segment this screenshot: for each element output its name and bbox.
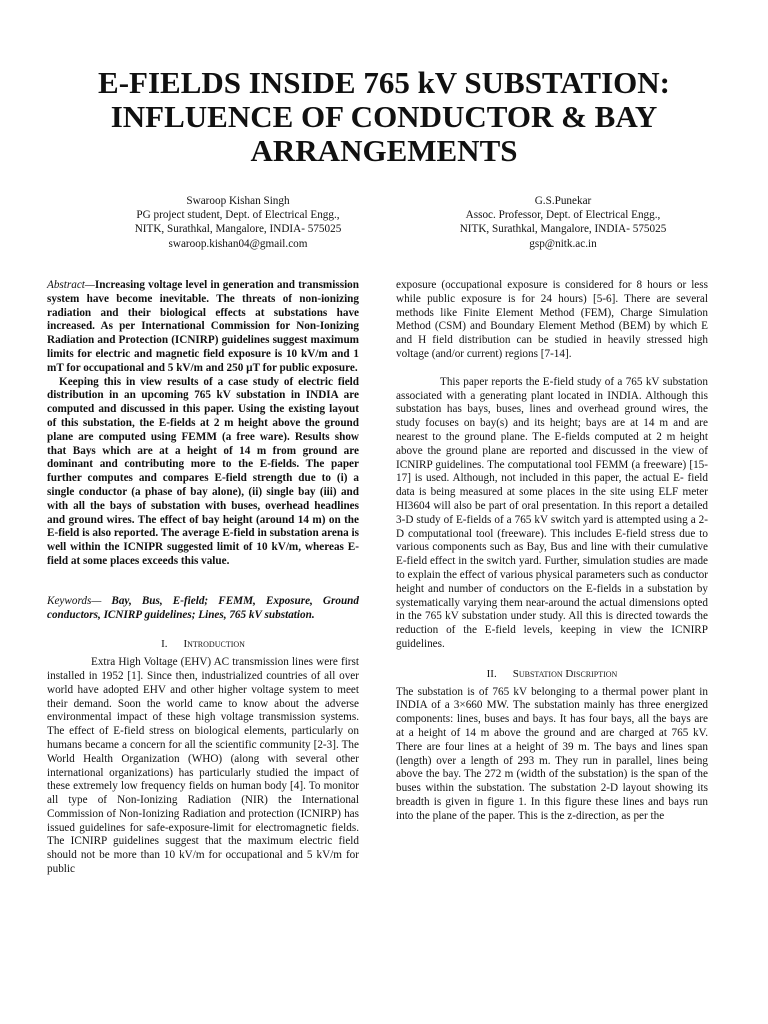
author-affiliation: PG project student, Dept. of Electrical Engg., <box>136 209 340 222</box>
author-affiliation: NITK, Surathkal, Mangalore, INDIA- 575025 <box>134 223 342 236</box>
section-number: I. <box>161 638 168 651</box>
section-title: Introduction <box>183 638 245 651</box>
body-paragraph: exposure (occupational exposure is considered for 8 hours or less while public exposure is for 24 hours) [5-6]. There are several methods like Finite Element Method (FEM), Charge Simulation Method (CSM) and Boundary Element Method (BEM) by which E and H field distribution can be studied in heavily stressed high voltage (and/or current) regions [7-14]. <box>396 279 708 360</box>
keywords-lead: Keywords— <box>47 594 102 607</box>
keywords-paragraph <box>47 595 359 623</box>
abstract-paragraph <box>47 279 359 376</box>
author-1 <box>73 194 403 251</box>
author-affiliation: NITK, Surathkal, Mangalore, INDIA- 575025 <box>459 223 667 236</box>
author-email: swaroop.kishan04@gmail.com <box>168 237 308 250</box>
body-paragraph: The substation is of 765 kV belonging to a thermal power plant in INDIA of a 3×660 MW. The substation mainly has three energized components: lines, buses and bays. It has four bays, all the bays are at a height of 14 m above the ground and are charged at 765 kV. There are four lines at a height of 39 m. The bays and lines span (length) over a length of 293 m. They run in parallel, lines being above the bay. The 272 m (width of the substation) is the span of the buses within the substation. The substation 2-D layout showing its breadth is given in figure 1. In this figure these lines and bays run into the plane of the paper. This is the z-direction, as per the <box>396 685 708 822</box>
abstract-paragraph-2: Keeping this in view results of a case study of electric field distribution in an upcoming 765 kV substation in INDIA are computed and discussed in this paper. Using the existing layout of this substation, the E-fields at 2 m height above the ground plane are computed using FEMM (a free ware). Results show that Bays which are at a height of 14 m from ground are dominant and contributing more to the E-fields. The paper further computes and compares E-field strength due to (i) a single conductor (a phase of bay alone), (ii) single bay (iii) and with all the bays of substation with buses, overhead headlines and ground wires. The effect of bay height (around 14 m) on the E-field is also reported. The average E-field in substation arena is well within the ICNIPR suggested limit of 10 kV/m, whereas E-field at some places exceeds this value. <box>47 375 359 567</box>
section-title: Substation Discription <box>512 667 618 680</box>
keywords-text: Bay, Bus, E-field; FEMM, Exposure, Ground conductors, ICNIRP guidelines; Lines, 765 kV substation. <box>47 594 359 621</box>
author-name: G.S.Punekar <box>534 195 592 207</box>
author-name: Swaroop Kishan Singh <box>186 195 290 207</box>
abstract-lead: Abstract— <box>47 279 95 291</box>
section-number: II. <box>486 667 497 680</box>
abstract-text: Increasing voltage level in generation and transmission system have become inevitable. The threats of non-ionizing radiation and their biological effects at substations have increased. As per International Commission for Non-Ionizing Radiation and Protection (ICNIRP) guidelines suggest maximum limits for electric and magnetic field exposure is 10 kV/m and 1 mT for occupational and 5 kV/m and 250 µT for public exposure. <box>47 279 359 374</box>
body-paragraph: This paper reports the E-field study of a 765 kV substation associated with a generating plant located in INDIA. Although this substation has bays, buses, lines and overhead ground wires, the study focuses on bay(s) and its height; bays are at 14 m and are nearest to the ground plane. The E-fields computed at 2 m height above the ground plane are reported and discussed in the view of ICNIRP guidelines. The computational tool FEMM (a freeware) [15-17] is used. Although, not included in this paper, the actual E- field data is being measured at some places in the site using ELF meter HI3604 will also be part of oral presentation. In this report a detailed 3-D study of E-fields of a 765 kV switch yard is attempted using a 2-D computational tool (freeware). This includes E-field stress due to various components such as Bay, Bus and line with their cumulative E-field effect in the switch yard. Further, simulation studies are made to explain the effect of various physical parameters such as conductor height and number of conductors on the E-fields in a substation by systematically varying them near-around the actual dimensions opted in the 765 kV substation under study. All this is directed towards the reduction of the E-field levels, keeping in view the ICNIRP guidelines. <box>396 375 708 650</box>
section-heading-introduction <box>47 638 359 652</box>
author-email: gsp@nitk.ac.in <box>529 237 597 250</box>
right-column <box>396 279 708 823</box>
section-heading-substation <box>396 668 708 682</box>
author-2 <box>398 194 728 251</box>
left-column <box>47 279 359 877</box>
author-affiliation: Assoc. Professor, Dept. of Electrical Engg., <box>465 209 661 222</box>
introduction-paragraph: Extra High Voltage (EHV) AC transmission lines were first installed in 1952 [1]. Since then, industrialized countries of all over world have adopted EHV and other higher voltage system to meet their demand. Soon the world came to know about the adverse environmental impact of these high voltage transmission systems. The effect of E-field stress on biological elements, particularly on humans became a concern for all the scientific community [2-3]. The World Health Organization (WHO) (along with several other international organizations) has particularly studied the impact of these extremely low frequency fields on human body [4]. To monitor all type of Non-Ionizing Radiation (NIR) the International Commission of Non-Ionizing Radiation and protection (ICNIRP) has issued guidelines for safe-exposure-limit for electromagnetic fields. The ICNIRP guidelines suggest that the maximum electric field should not be more than 10 kV/m for occupational and 5 kV/m for public <box>47 656 359 876</box>
paper-title: E-FIELDS INSIDE 765 kV SUBSTATION: INFLUENCE OF CONDUCTOR & BAY ARRANGEMENTS <box>98 65 670 168</box>
